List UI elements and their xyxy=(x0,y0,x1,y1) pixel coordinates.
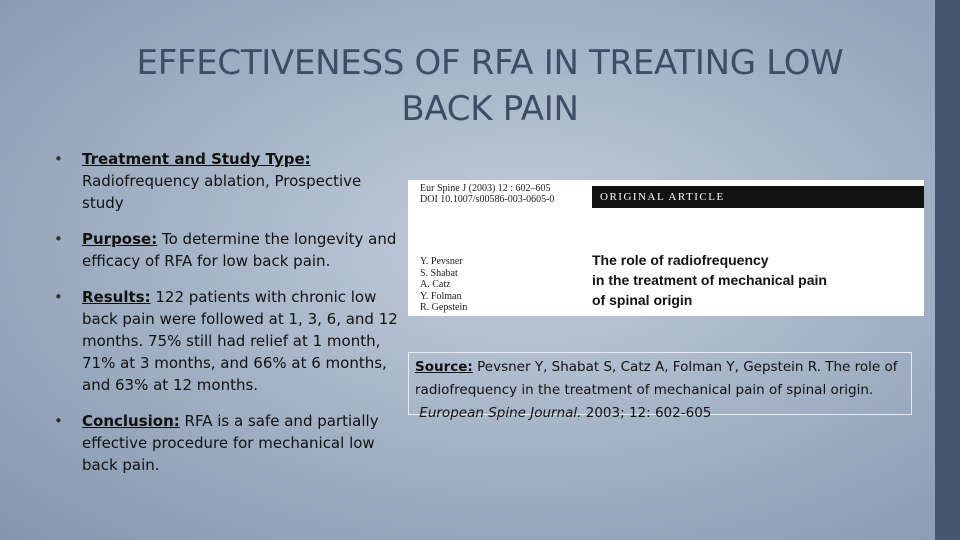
slide-title xyxy=(60,40,920,132)
journal-reference xyxy=(420,183,554,205)
bullet-dot-icon: • xyxy=(54,412,63,430)
decorative-right-bar xyxy=(935,0,960,540)
article-title-line: of spinal origin xyxy=(592,292,693,308)
article-title-line: The role of radiofrequency xyxy=(592,252,769,268)
journal-line: Eur Spine J (2003) 12 : 602–605 xyxy=(420,183,551,194)
bullet-dot-icon: • xyxy=(54,288,63,306)
author-list xyxy=(420,256,467,314)
slide-title-line-2: BACK PAIN xyxy=(401,89,579,129)
doi-line: DOI 10.1007/s00586-003-0605-0 xyxy=(420,194,555,205)
author-name: A. Catz xyxy=(420,279,451,290)
author-name: R. Gepstein xyxy=(420,302,468,313)
bullet-text: Radiofrequency ablation, Prospective study xyxy=(82,172,362,212)
source-label: Source: xyxy=(415,359,473,375)
bullet-conclusion xyxy=(54,410,404,476)
bullet-text: RFA is a safe and partially effective procedure for mechanical low back pain. xyxy=(82,412,379,474)
slide-title-line-1: EFFECTIVENESS OF RFA IN TREATING LOW xyxy=(136,43,844,83)
bullet-label: Results: xyxy=(82,288,151,306)
bullet-label: Treatment and Study Type: xyxy=(82,150,311,168)
source-journal: European Spine Journal. xyxy=(419,405,582,421)
author-name: S. Shabat xyxy=(420,267,458,279)
author-name: Y. Folman xyxy=(420,290,462,302)
bullet-text: To determine the longevity and efficacy of RFA for low back pain. xyxy=(82,230,397,270)
article-image xyxy=(408,180,924,316)
bullet-label: Purpose: xyxy=(82,230,158,248)
article-title xyxy=(592,250,912,310)
bullet-text: 122 patients with chronic low back pain were followed at 1, 3, 6, and 12 months. 75% still had relief at 1 month, 71% at 3 months, and 66% at 6 months, and 63% at 12 months. xyxy=(82,288,398,394)
source-volume: 2003; 12: 602-605 xyxy=(585,405,712,421)
source-citation xyxy=(408,352,912,421)
bullet-treatment xyxy=(54,148,404,214)
bullet-purpose xyxy=(54,228,404,272)
article-banner-label: ORIGINAL ARTICLE xyxy=(600,191,725,203)
bullet-label: Conclusion: xyxy=(82,412,180,430)
bullet-results xyxy=(54,286,404,396)
bullet-dot-icon: • xyxy=(54,230,63,248)
bullet-dot-icon: • xyxy=(54,150,63,168)
source-text: Pevsner Y, Shabat S, Catz A, Folman Y, Gepstein R. The role of radiofrequency in the treatment of mechanical pain of spinal origin. xyxy=(415,359,898,398)
author-name: Y. Pevsner xyxy=(420,256,463,267)
bullet-list xyxy=(54,148,404,490)
article-title-line: in the treatment of mechanical pain xyxy=(592,272,827,288)
article-banner xyxy=(592,186,924,208)
